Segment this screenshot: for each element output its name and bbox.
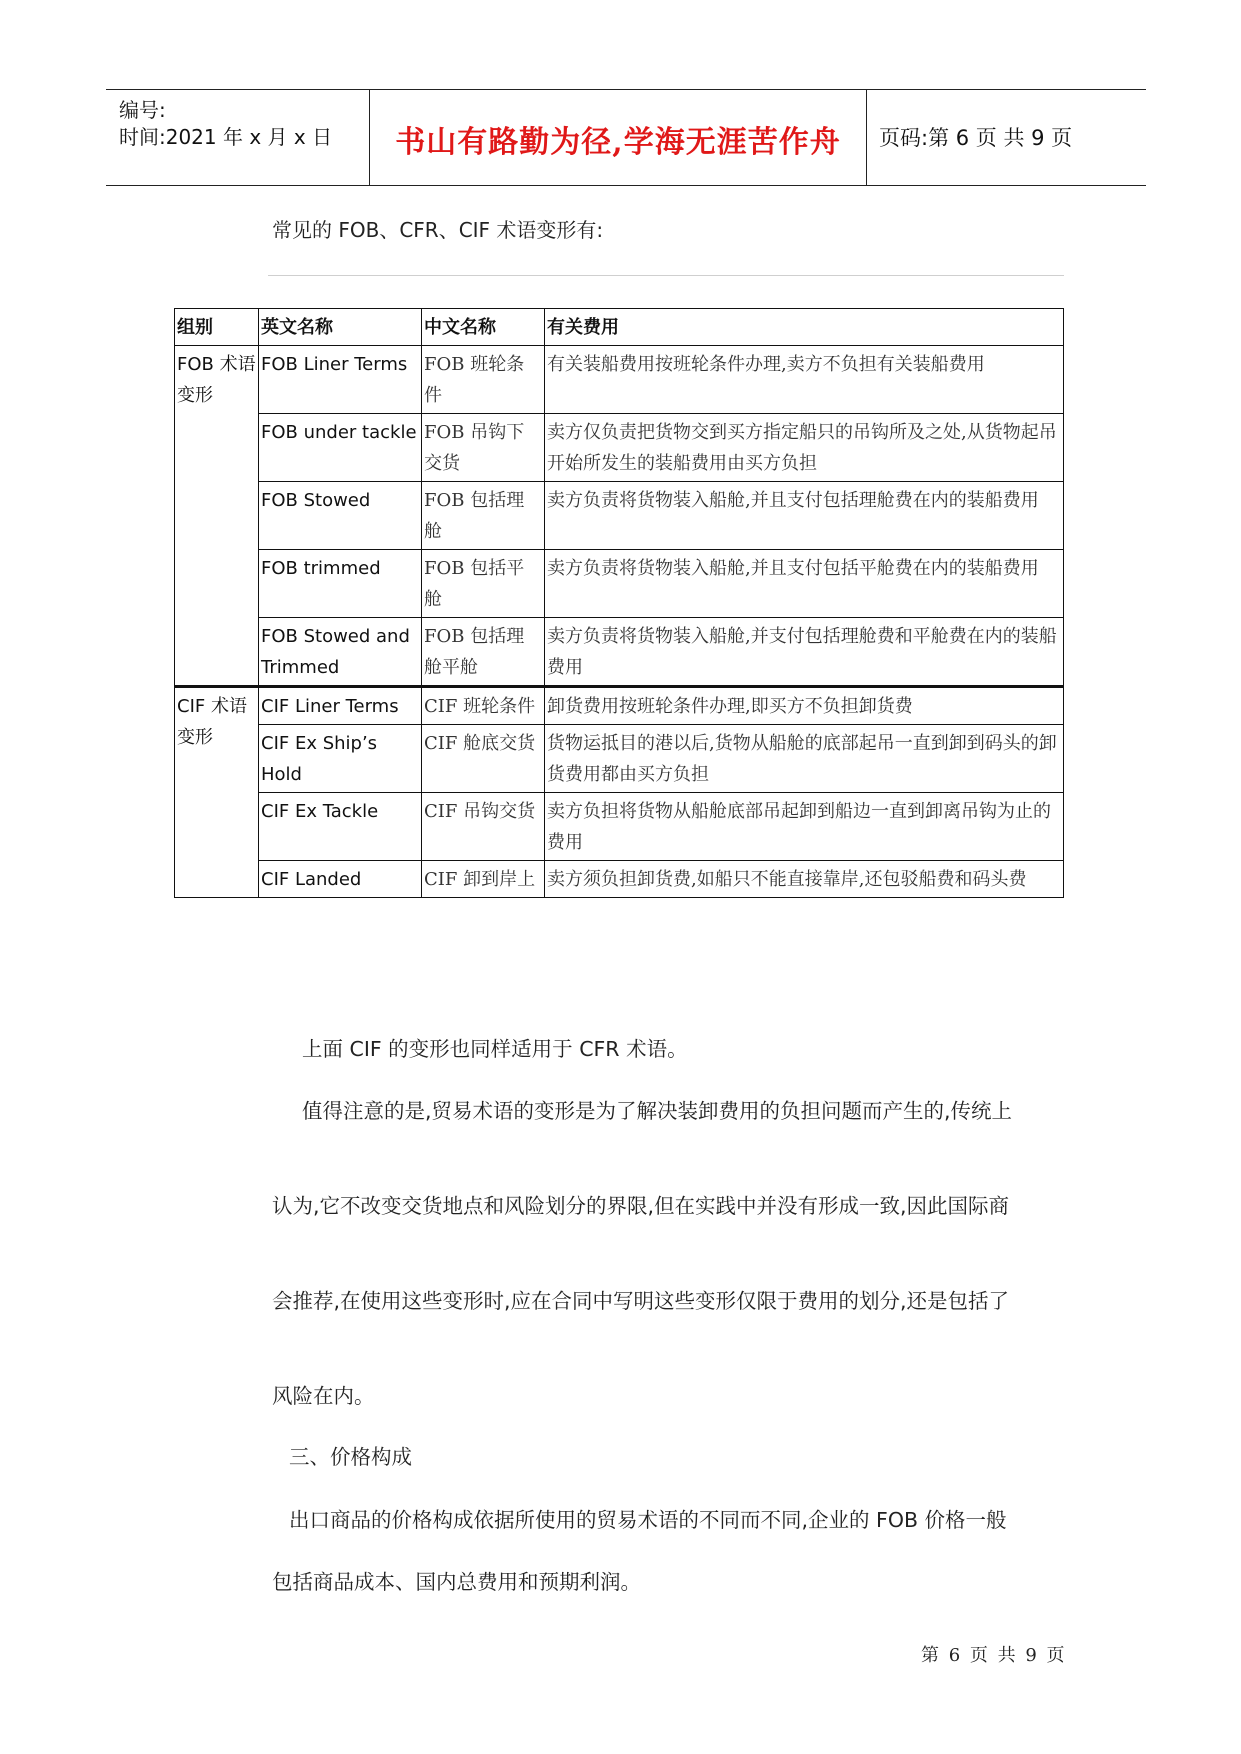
- table-row: [175, 861, 1064, 898]
- paragraph: 包括商品成本、国内总费用和预期利润。: [272, 1570, 641, 1594]
- time-label: 时间:2021 年 x 月 x 日: [119, 125, 333, 149]
- en-name-cell: FOB Liner Terms: [259, 346, 422, 414]
- table-header-row: [175, 309, 1064, 346]
- cost-cell: 卸货费用按班轮条件办理,即买方不负担卸货费: [545, 687, 1064, 725]
- table-row: [175, 346, 1064, 414]
- cost-cell: 有关装船费用按班轮条件办理,卖方不负担有关装船费用: [545, 346, 1064, 414]
- page-footer: 第 6 页 共 9 页: [921, 1645, 1067, 1666]
- en-name-cell: FOB Stowed and Trimmed: [259, 618, 422, 687]
- cn-name-cell: CIF 舱底交货: [422, 725, 545, 793]
- table-row: [175, 550, 1064, 618]
- paragraph: 风险在内。: [272, 1384, 375, 1408]
- cost-cell: 卖方负责将货物装入船舱,并支付包括理舱费和平舱费在内的装船费用: [545, 618, 1064, 687]
- group-cell-cif: CIF 术语变形: [175, 687, 259, 898]
- motto: 书山有路勤为径,学海无涯苦作舟: [395, 125, 841, 160]
- page-header: [106, 89, 1146, 186]
- en-name-cell: FOB trimmed: [259, 550, 422, 618]
- cost-cell: 卖方负责将货物装入船舱,并且支付包括理舱费在内的装船费用: [545, 482, 1064, 550]
- cn-name-cell: CIF 吊钩交货: [422, 793, 545, 861]
- col-header-group: 组别: [175, 309, 259, 346]
- cn-name-cell: FOB 包括理舱: [422, 482, 545, 550]
- cost-cell: 卖方须负担卸货费,如船只不能直接靠岸,还包驳船费和码头费: [545, 861, 1064, 898]
- header-motto-cell: [370, 90, 867, 185]
- table-row: [175, 725, 1064, 793]
- en-name-cell: CIF Landed: [259, 861, 422, 898]
- cost-cell: 卖方仅负责把货物交到买方指定船只的吊钩所及之处,从货物起吊开始所发生的装船费用由买方负担: [545, 414, 1064, 482]
- cn-name-cell: CIF 卸到岸上: [422, 861, 545, 898]
- cn-name-cell: CIF 班轮条件: [422, 687, 545, 725]
- terms-table: [174, 308, 1064, 898]
- paragraph: 上面 CIF 的变形也同样适用于 CFR 术语。: [302, 1037, 688, 1061]
- number-label: 编号:: [119, 98, 166, 122]
- en-name-cell: FOB under tackle: [259, 414, 422, 482]
- divider: [268, 275, 1064, 276]
- paragraph: 出口商品的价格构成依据所使用的贸易术语的不同而不同,企业的 FOB 价格一般: [289, 1508, 1007, 1532]
- en-name-cell: FOB Stowed: [259, 482, 422, 550]
- cn-name-cell: FOB 班轮条件: [422, 346, 545, 414]
- cn-name-cell: FOB 包括理舱平舱: [422, 618, 545, 687]
- col-header-en: 英文名称: [259, 309, 422, 346]
- paragraph: 值得注意的是,贸易术语的变形是为了解决装卸费用的负担问题而产生的,传统上: [302, 1099, 1013, 1123]
- intro-text: 常见的 FOB、CFR、CIF 术语变形有:: [272, 218, 604, 242]
- paragraph: 认为,它不改变交货地点和风险划分的界限,但在实践中并没有形成一致,因此国际商: [272, 1194, 1010, 1218]
- en-name-cell: CIF Ex Ship’s Hold: [259, 725, 422, 793]
- paragraph: 会推荐,在使用这些变形时,应在合同中写明这些变形仅限于费用的划分,还是包括了: [272, 1289, 1010, 1313]
- cn-name-cell: FOB 包括平舱: [422, 550, 545, 618]
- col-header-cost: 有关费用: [545, 309, 1064, 346]
- cn-name-cell: FOB 吊钩下交货: [422, 414, 545, 482]
- group-cell-fob: FOB 术语变形: [175, 346, 259, 687]
- en-name-cell: CIF Liner Terms: [259, 687, 422, 725]
- cost-cell: 货物运抵目的港以后,货物从船舱的底部起吊一直到卸到码头的卸货费用都由买方负担: [545, 725, 1064, 793]
- page-label: 页码:第 6 页 共 9 页: [879, 126, 1073, 150]
- table-row: [175, 793, 1064, 861]
- en-name-cell: CIF Ex Tackle: [259, 793, 422, 861]
- cost-cell: 卖方负责将货物装入船舱,并且支付包括平舱费在内的装船费用: [545, 550, 1064, 618]
- table-row: [175, 687, 1064, 725]
- table-row: [175, 414, 1064, 482]
- table-row: [175, 482, 1064, 550]
- header-page-cell: [867, 90, 1146, 185]
- col-header-cn: 中文名称: [422, 309, 545, 346]
- cost-cell: 卖方负担将货物从船舱底部吊起卸到船边一直到卸离吊钩为止的费用: [545, 793, 1064, 861]
- table-row: [175, 618, 1064, 687]
- header-meta: [106, 90, 370, 185]
- section-heading: 三、价格构成: [289, 1445, 412, 1469]
